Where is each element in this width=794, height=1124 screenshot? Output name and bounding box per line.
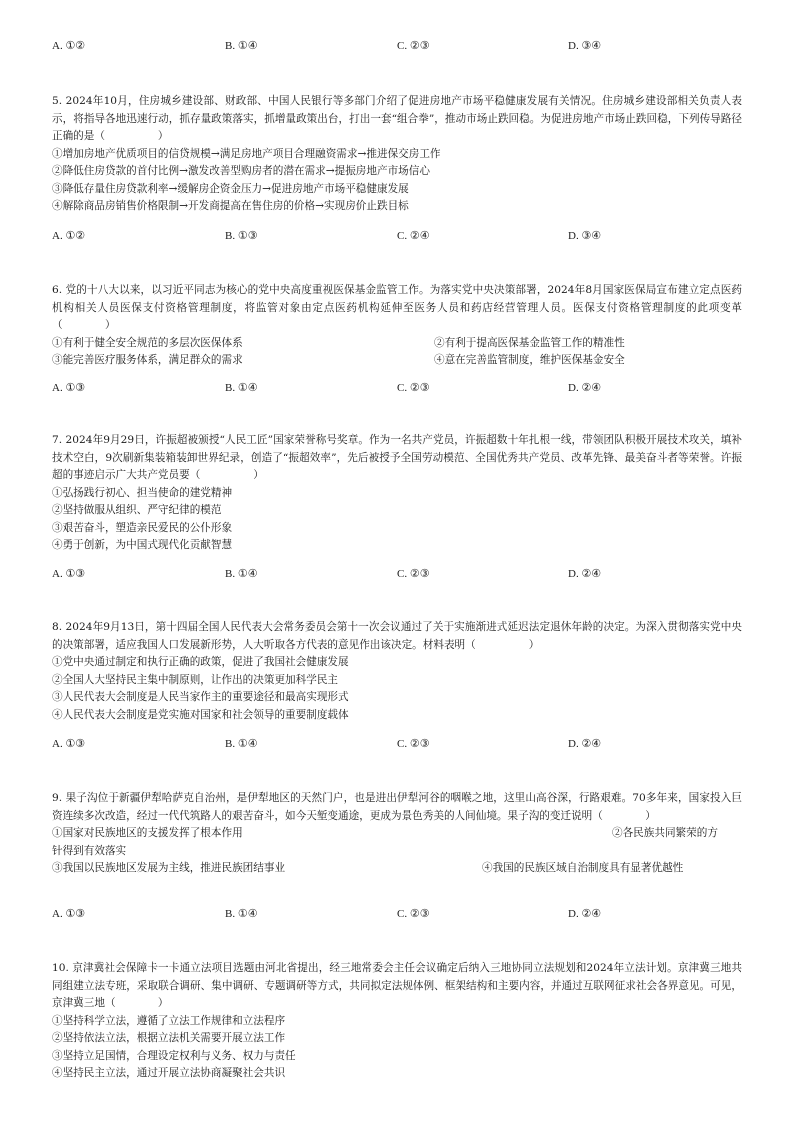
question-6 <box>52 282 742 370</box>
q7-statement-2: ②坚持做服从组织、严守纪律的模范 <box>52 504 222 516</box>
q6-option-c[interactable]: C. ②③ <box>397 382 430 394</box>
q6-statement-2: ②有利于提高医保基金监管工作的精准性 <box>434 336 625 349</box>
q10-stem: 10. 京津冀社会保障卡一卡通立法项目选题由河北省提出，经三地常委会主任会议确定后纳入三地协同立法规划和2024年立法计划。京津冀三地共同组建立法专班，采取联合调研、集中调研、专题调研等方式，共同拟定法规体例、框架结构和主要内容，并通过互联网征求社会各界意见。可见，京津冀三地（ ） <box>52 962 742 1009</box>
q9-statement-2-continued: 针得到有效落实 <box>52 844 127 857</box>
q6-statement-4: ④意在完善监管制度，维护医保基金安全 <box>434 354 625 366</box>
q5-option-b[interactable]: B. ①③ <box>225 230 258 242</box>
q6-statement-row-2 <box>52 352 742 370</box>
q7-statement-4: ④勇于创新，为中国式现代化贡献智慧 <box>52 539 233 551</box>
q5-statement-2: ②降低住房贷款的首付比例→激发改善型购房者的潜在需求→提振房地产市场信心 <box>52 165 430 177</box>
q8-statement-2: ②全国人大坚持民主集中制原则，让作出的决策更加科学民主 <box>52 673 339 686</box>
q9-stem: 9. 果子沟位于新疆伊犁哈萨克自治州，是伊犁地区的天然门户，也是进出伊犁河谷的咽喉之地，这里山高谷深，行路艰难。70多年来，国家投入巨资连续多次改造，经过一代代筑路人的艰苦奋斗，如今天堑变通途，更成为景色秀美的人间仙境。果子沟的变迁说明（ ） <box>52 792 742 822</box>
q7-option-d[interactable]: D. ②④ <box>568 568 602 580</box>
q9-option-a[interactable]: A. ①③ <box>52 908 86 920</box>
q7-statement-1: ①弘扬践行初心、担当使命的建党精神 <box>52 486 233 499</box>
q7-option-a[interactable]: A. ①③ <box>52 568 86 580</box>
q6-statement-3: ③能完善医疗服务体系，满足群众的需求 <box>52 354 243 366</box>
q9-statement-4: ④我国的民族区域自治制度具有显著优越性 <box>482 862 684 874</box>
q10-statement-2: ②坚持依法立法，根据立法机关需要开展立法工作 <box>52 1032 286 1044</box>
q5-option-c[interactable]: C. ②④ <box>397 230 430 242</box>
q5-option-a[interactable]: A. ①② <box>52 230 86 242</box>
q10-statement-3: ③坚持立足国情，合理设定权利与义务、权力与责任 <box>52 1049 296 1062</box>
q9-option-b[interactable]: B. ①④ <box>225 908 258 920</box>
q6-option-a[interactable]: A. ①③ <box>52 382 86 394</box>
q7-statement-3: ③艰苦奋斗，塑造亲民爱民的公仆形象 <box>52 521 233 534</box>
q6-stem: 6. 党的十八大以来，以习近平同志为核心的党中央高度重视医保基金监管工作。为落实党中央决策部署，2024年8月国家医保局宣布建立定点医药机构相关人员医保支付资格管理制度，将监管对象由定点医药机构延伸至医务人员和药店经营管理人员。医保支付资格管理制度的此项变革（ ） <box>52 284 742 331</box>
q9-statement-row-1 <box>52 825 742 843</box>
q5-statement-1: ①增加房地产优质项目的信贷规模→满足房地产项目合理融资需求→推进保交房工作 <box>52 147 441 160</box>
q5-stem: 5. 2024年10月，住房城乡建设部、财政部、中国人民银行等多部门介绍了促进房地产市场平稳健康发展有关情况。住房城乡建设部相关负责人表示，将指导各地迅速行动，抓存量政策落实，抓增量政策出台，打出一套“组合拳”，推动市场止跌回稳。为促进房地产市场止跌回稳，下列传导路径正确的是（ ） <box>52 95 742 142</box>
q6-statement-row-1 <box>52 335 742 353</box>
question-10 <box>52 960 742 1083</box>
q5-statement-4: ④解除商品房销售价格限制→开发商提高在售住房的价格→实现房价止跌目标 <box>52 200 409 212</box>
q8-option-d[interactable]: D. ②④ <box>568 738 602 750</box>
q9-statement-row-3 <box>52 860 742 878</box>
question-8 <box>52 619 742 724</box>
q5-option-d[interactable]: D. ③④ <box>568 230 602 242</box>
q9-statement-3: ③我国以民族地区发展为主线，推进民族团结事业 <box>52 862 286 874</box>
q9-option-c[interactable]: C. ②③ <box>397 908 430 920</box>
q8-stem: 8. 2024年9月13日，第十四届全国人民代表大会常务委员会第十一次会议通过了关于实施渐进式延迟法定退休年龄的决定。为深入贯彻落实党中央的决策部署，适应我国人口发展新形势，人大听取各方代表的意见作出该决定。材料表明（ ） <box>52 621 742 651</box>
q4-option-b[interactable]: B. ①④ <box>225 40 258 52</box>
question-9 <box>52 790 742 878</box>
q5-statement-3: ③降低存量住房贷款利率→缓解房企资金压力→促进房地产市场平稳健康发展 <box>52 182 409 195</box>
q7-stem: 7. 2024年9月29日，许振超被颁授“人民工匠”国家荣誉称号奖章。作为一名共产党员，许振超数十年扎根一线，带领团队积极开展技术攻关，填补技术空白，9次刷新集装箱装卸世界纪录，创造了“振超效率”，先后被授予全国劳动模范、全国优秀共产党员、改革先锋、最美奋斗者等荣誉。许振超的事迹启示广大共产党员要（ ） <box>52 434 742 481</box>
q8-option-a[interactable]: A. ①③ <box>52 738 86 750</box>
q8-option-b[interactable]: B. ①④ <box>225 738 258 750</box>
q6-options <box>52 381 752 397</box>
q7-options <box>52 567 752 583</box>
q10-statement-4: ④坚持民主立法，通过开展立法协商凝聚社会共识 <box>52 1067 286 1079</box>
q6-statement-1: ①有利于健全安全规范的多层次医保体系 <box>52 336 243 349</box>
q9-statement-2: ②各民族共同繁荣的方 <box>612 827 718 839</box>
q9-option-d[interactable]: D. ②④ <box>568 908 602 920</box>
q8-options <box>52 737 752 753</box>
q6-option-d[interactable]: D. ②④ <box>568 382 602 394</box>
q4-option-a[interactable]: A. ①② <box>52 40 86 52</box>
q10-statement-1: ①坚持科学立法，遵循了立法工作规律和立法程序 <box>52 1014 286 1027</box>
q6-option-b[interactable]: B. ①④ <box>225 382 258 394</box>
q8-statement-3: ③人民代表大会制度是人民当家作主的重要途径和最高实现形式 <box>52 691 349 703</box>
q7-option-b[interactable]: B. ①④ <box>225 568 258 580</box>
q8-statement-4: ④人民代表大会制度是党实施对国家和社会领导的重要制度载体 <box>52 708 349 721</box>
q9-options <box>52 907 752 923</box>
q8-option-c[interactable]: C. ②③ <box>397 738 430 750</box>
q9-statement-row-2 <box>52 843 742 861</box>
q4-options <box>52 39 752 55</box>
q9-statement-1: ①国家对民族地区的支援发挥了根本作用 <box>52 827 243 839</box>
q4-option-d[interactable]: D. ③④ <box>568 40 602 52</box>
q4-option-c[interactable]: C. ②③ <box>397 40 430 52</box>
q8-statement-1: ①党中央通过制定和执行正确的政策，促进了我国社会健康发展 <box>52 656 349 668</box>
q7-option-c[interactable]: C. ②③ <box>397 568 430 580</box>
question-5 <box>52 93 742 216</box>
q5-options <box>52 229 752 245</box>
question-7 <box>52 432 742 555</box>
